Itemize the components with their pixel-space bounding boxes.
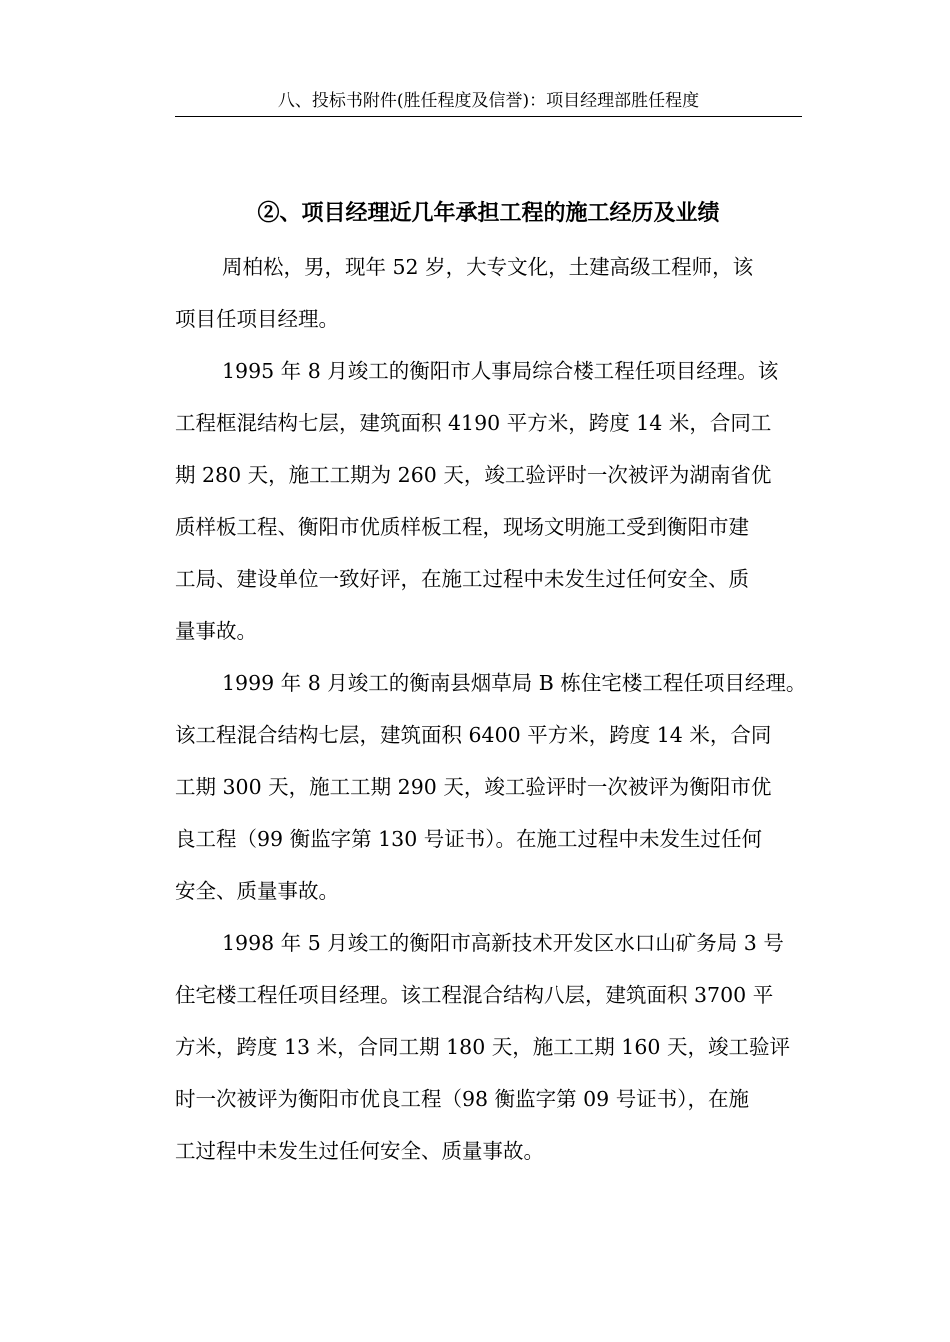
page-header: 八、投标书附件(胜任程度及信誉)：项目经理部胜任程度 xyxy=(277,91,700,111)
paragraph-profile xyxy=(175,241,810,345)
text-line: 工局、建设单位一致好评，在施工过程中未发生过任何安全、质 xyxy=(175,567,749,591)
text-line: 1999 年 8 月竣工的衡南县烟草局 B 栋住宅楼工程任项目经理。 xyxy=(222,671,807,695)
header-divider xyxy=(175,116,802,117)
text-line: 量事故。 xyxy=(175,619,257,643)
text-line: 方米，跨度 13 米，合同工期 180 天，施工工期 160 天，竣工验评 xyxy=(175,1035,790,1059)
paragraph-project-1995 xyxy=(175,345,810,657)
text-line: 周柏松，男，现年 52 岁，大专文化，土建高级工程师，该 xyxy=(222,255,754,279)
text-line: 项目任项目经理。 xyxy=(175,307,339,331)
text-line: 质样板工程、衡阳市优质样板工程，现场文明施工受到衡阳市建 xyxy=(175,515,749,539)
paragraph-project-1999 xyxy=(175,657,810,917)
text-line: 安全、质量事故。 xyxy=(175,879,339,903)
section-title: ②、项目经理近几年承担工程的施工经历及业绩 xyxy=(257,200,720,226)
text-line: 1998 年 5 月竣工的衡阳市高新技术开发区水口山矿务局 3 号 xyxy=(222,931,784,955)
body-text xyxy=(175,241,810,1177)
text-line: 时一次被评为衡阳市优良工程（98 衡监字第 09 号证书），在施 xyxy=(175,1087,749,1111)
text-line: 良工程（99 衡监字第 130 号证书）。在施工过程中未发生过任何 xyxy=(175,827,763,851)
paragraph-project-1998 xyxy=(175,917,810,1177)
text-line: 期 280 天，施工工期为 260 天，竣工验评时一次被评为湖南省优 xyxy=(175,463,772,487)
text-line: 该工程混合结构七层，建筑面积 6400 平方米，跨度 14 米，合同 xyxy=(175,723,772,747)
text-line: 工期 300 天，施工工期 290 天，竣工验评时一次被评为衡阳市优 xyxy=(175,775,772,799)
text-line: 工程框混结构七层，建筑面积 4190 平方米，跨度 14 米，合同工 xyxy=(175,411,772,435)
text-line: 工过程中未发生过任何安全、质量事故。 xyxy=(175,1139,544,1163)
text-line: 1995 年 8 月竣工的衡阳市人事局综合楼工程任项目经理。该 xyxy=(222,359,779,383)
text-line: 住宅楼工程任项目经理。该工程混合结构八层，建筑面积 3700 平 xyxy=(175,983,774,1007)
